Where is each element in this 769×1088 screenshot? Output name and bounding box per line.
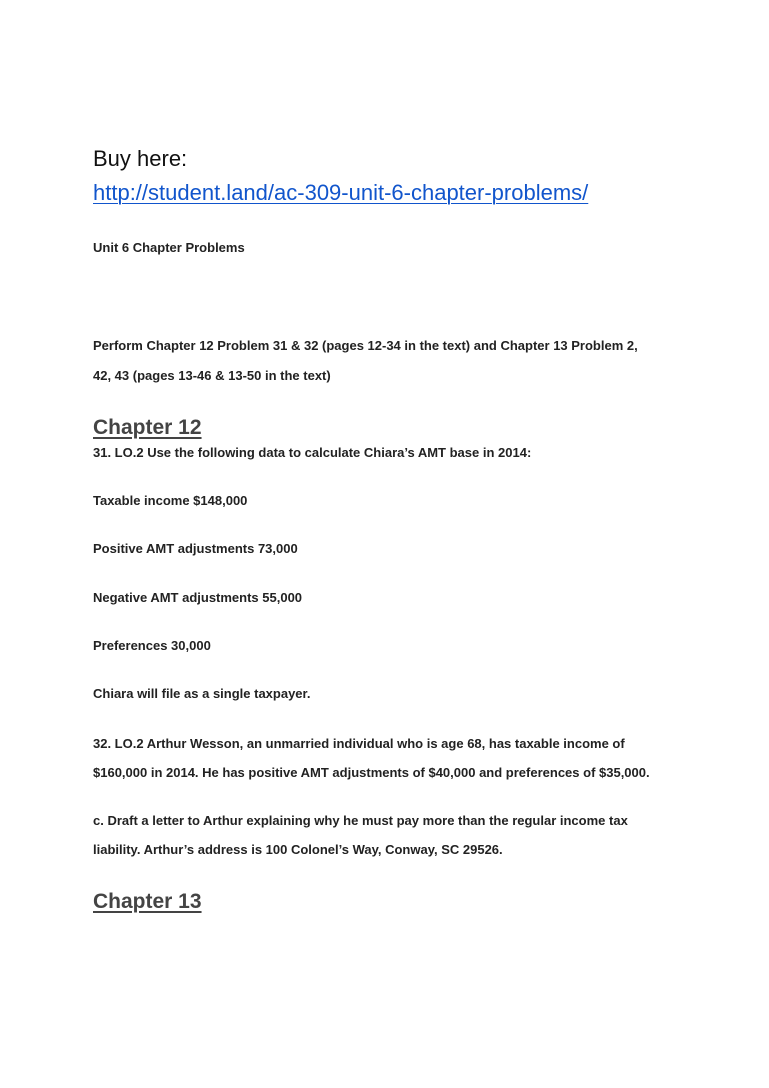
preferences: Preferences 30,000: [93, 638, 211, 653]
purchase-link[interactable]: http://student.land/ac-309-unit-6-chapter-problems/: [93, 180, 589, 205]
chapter-13-heading: Chapter 13: [93, 890, 202, 913]
filing-status: Chiara will file as a single taxpayer.: [93, 686, 311, 701]
question-32-line-1: 32. LO.2 Arthur Wesson, an unmarried individual who is age 68, has taxable income of: [93, 736, 625, 751]
question-32c-line-1: c. Draft a letter to Arthur explaining why he must pay more than the regular income tax: [93, 813, 628, 828]
instructions-line-1: Perform Chapter 12 Problem 31 & 32 (pages 12-34 in the text) and Chapter 13 Problem 2,: [93, 338, 638, 353]
unit-title: Unit 6 Chapter Problems: [93, 240, 245, 255]
question-32-line-2: $160,000 in 2014. He has positive AMT adjustments of $40,000 and preferences of $35,000.: [93, 765, 650, 780]
buy-here-label: Buy here:: [93, 146, 188, 171]
taxable-income: Taxable income $148,000: [93, 493, 248, 508]
positive-amt-adjustments: Positive AMT adjustments 73,000: [93, 541, 298, 556]
instructions-line-2: 42, 43 (pages 13-46 & 13-50 in the text): [93, 368, 331, 383]
question-31: 31. LO.2 Use the following data to calculate Chiara’s AMT base in 2014:: [93, 445, 532, 460]
negative-amt-adjustments: Negative AMT adjustments 55,000: [93, 590, 303, 605]
question-32c-line-2: liability. Arthur’s address is 100 Colonel’s Way, Conway, SC 29526.: [93, 842, 503, 857]
chapter-12-heading: Chapter 12: [93, 416, 202, 439]
